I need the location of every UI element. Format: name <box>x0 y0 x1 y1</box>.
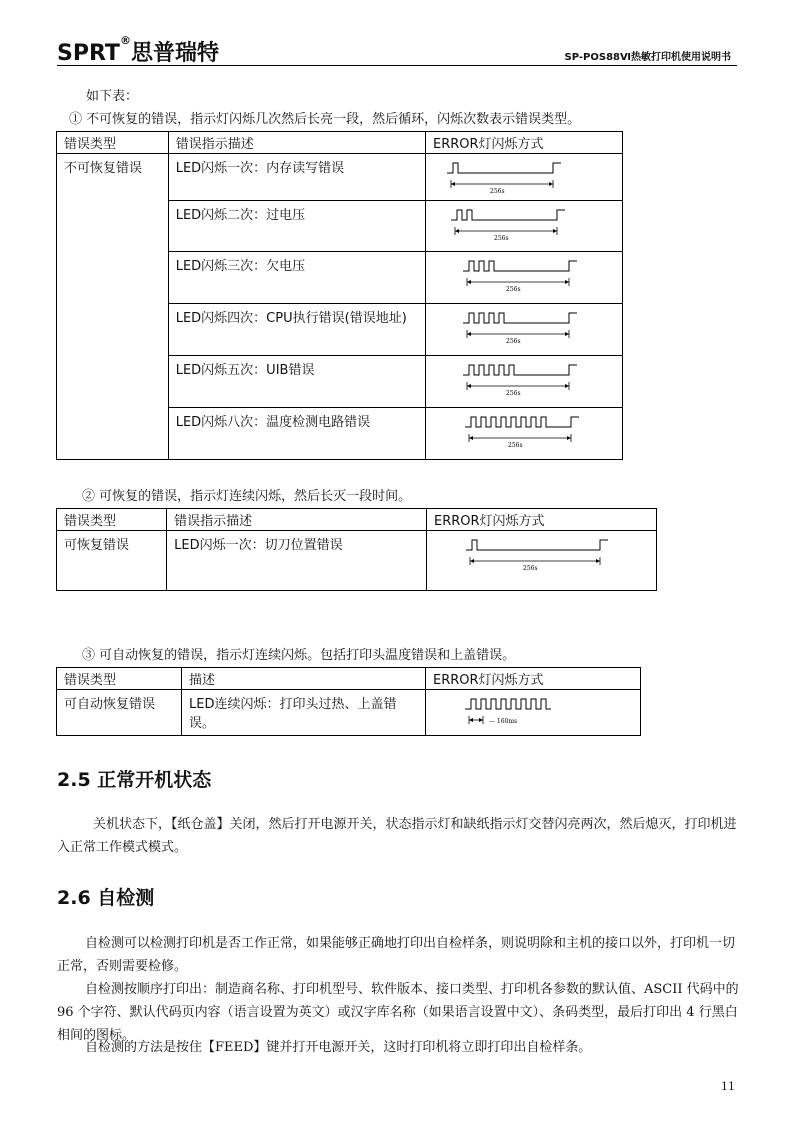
blink-pattern-cell <box>426 304 623 356</box>
waveform-path <box>465 417 579 427</box>
error-desc-cell: LED闪烁五次：UIB错误 <box>168 356 425 408</box>
blink-waveform <box>433 303 613 345</box>
dimension-arrowhead <box>467 280 471 284</box>
error-desc-cell: LED连续闪烁：打印头过热、上盖错误。 <box>182 690 426 736</box>
blink-pattern-cell <box>426 408 623 460</box>
dimension-arrowhead <box>467 332 471 336</box>
period-label: 256s <box>522 565 538 572</box>
section2-caption: ② 可恢复的错误，指示灯连续闪烁，然后长灭一段时间。 <box>82 489 412 504</box>
waveform-path <box>463 261 577 271</box>
col-header-type: 错误类型 <box>57 132 169 154</box>
blink-pattern-cell <box>426 531 656 591</box>
dimension-arrowhead <box>467 384 471 388</box>
blink-waveform <box>433 355 613 397</box>
col-header-type: 错误类型 <box>57 668 182 690</box>
table-auto-recoverable <box>56 667 641 736</box>
period-label: — 160ms <box>488 718 518 725</box>
table-header-row <box>57 509 657 531</box>
manual-title: SP-POS88Ⅵ热敏打印机使用说明书 <box>564 52 731 63</box>
waveform-path <box>463 365 577 375</box>
dimension-arrowhead <box>455 229 459 233</box>
table-unrecoverable <box>56 131 623 460</box>
col-header-blink: ERROR灯闪烁方式 <box>426 132 623 154</box>
period-label: 256s <box>506 390 521 397</box>
table-row <box>57 154 623 201</box>
error-type-cell: 不可恢复错误 <box>57 154 169 460</box>
waveform-path <box>447 163 561 173</box>
page-number: 11 <box>721 1080 735 1093</box>
col-header-desc: 错误指示描述 <box>168 132 425 154</box>
dimension-arrowhead <box>469 718 473 722</box>
dimension-arrowhead <box>565 280 569 284</box>
dimension-arrowhead <box>451 182 455 186</box>
blink-waveform <box>433 407 613 449</box>
blink-pattern-cell <box>425 690 640 736</box>
table-row <box>57 531 657 591</box>
col-header-desc: 错误指示描述 <box>167 509 427 531</box>
section-2-6-p3: 自检测的方法是按住【FEED】键并打开电源开关，这时打印机将立即打印出自检样条。 <box>85 1040 592 1055</box>
intro-text: 如下表： <box>86 89 139 104</box>
table-header-row <box>57 668 641 690</box>
section-2-6-p1: 自检测可以检测打印机是否工作正常，如果能够正确地打印出自检样条，则说明除和主机的接口以外，打印机一切正常，否则需要检修。 <box>57 936 736 974</box>
section3-caption: ③ 可自动恢复的错误，指示灯连续闪烁。包括打印头温度错误和上盖错误。 <box>82 648 516 663</box>
blink-pattern-cell <box>426 154 623 201</box>
error-type-cell: 可恢复错误 <box>57 531 167 591</box>
table-recoverable <box>56 508 657 591</box>
period-label: 256s <box>490 188 505 195</box>
waveform-path <box>451 210 565 220</box>
blink-waveform <box>434 530 649 576</box>
error-type-cell: 可自动恢复错误 <box>57 690 182 736</box>
brand-logo: SPRT®思普瑞特 <box>57 34 219 66</box>
blink-waveform-continuous <box>433 689 633 731</box>
blink-pattern-cell <box>426 201 623 252</box>
dimension-arrowhead <box>470 559 474 563</box>
blink-waveform <box>433 153 613 195</box>
col-header-blink: ERROR灯闪烁方式 <box>425 668 640 690</box>
table-header-row <box>57 132 623 154</box>
waveform-path <box>465 699 551 709</box>
section-2-5-text: 关机状态下，【纸仓盖】关闭，然后打开电源开关，状态指示灯和缺纸指示灯交替闪亮两次，然后熄灭，打印机进入正常工作模式模式。 <box>57 817 737 855</box>
dimension-arrowhead <box>479 718 483 722</box>
section-2-5-title: 2.5 正常开机状态 <box>57 769 212 791</box>
waveform-path <box>466 540 608 550</box>
dimension-arrowhead <box>565 332 569 336</box>
error-desc-cell: LED闪烁一次：切刀位置错误 <box>167 531 427 591</box>
blink-pattern-cell <box>426 252 623 304</box>
dimension-arrowhead <box>567 436 571 440</box>
section-2-6-p2: 自检测按顺序打印出：制造商名称、打印机型号、软件版本、接口类型、打印机各参数的默认值、ASCII 代码中的 96 个字符、默认代码页内容（语言设置为英文）或汉字库名称（如果语言设置中文）、条码类型，最后打印出 4 行黑白相间的图标。 <box>57 982 739 1043</box>
error-desc-cell: LED闪烁二次：过电压 <box>168 201 425 252</box>
error-desc-cell: LED闪烁一次：内存读写错误 <box>168 154 425 201</box>
period-label: 256s <box>494 235 509 242</box>
blink-waveform <box>433 251 613 293</box>
error-desc-cell: LED闪烁三次：欠电压 <box>168 252 425 304</box>
period-label: 256s <box>506 338 521 345</box>
error-desc-cell: LED闪烁四次：CPU执行错误(错误地址) <box>168 304 425 356</box>
error-desc-cell: LED闪烁八次：温度检测电路错误 <box>168 408 425 460</box>
header-divider <box>57 65 737 66</box>
table-row <box>57 690 641 736</box>
dimension-arrowhead <box>553 229 557 233</box>
dimension-arrowhead <box>565 384 569 388</box>
dimension-arrowhead <box>596 559 600 563</box>
section-2-6-title: 2.6 自检测 <box>57 887 155 909</box>
dimension-arrowhead <box>549 182 553 186</box>
blink-waveform <box>433 200 613 242</box>
col-header-blink: ERROR灯闪烁方式 <box>426 509 656 531</box>
period-label: 256s <box>506 286 521 293</box>
waveform-path <box>463 313 577 323</box>
period-label: 256s <box>508 442 523 449</box>
blink-pattern-cell <box>426 356 623 408</box>
section1-caption: ① 不可恢复的错误，指示灯闪烁几次然后长亮一段，然后循环，闪烁次数表示错误类型。 <box>69 112 581 127</box>
dimension-arrowhead <box>469 436 473 440</box>
col-header-type: 错误类型 <box>57 509 167 531</box>
col-header-desc: 描述 <box>182 668 426 690</box>
